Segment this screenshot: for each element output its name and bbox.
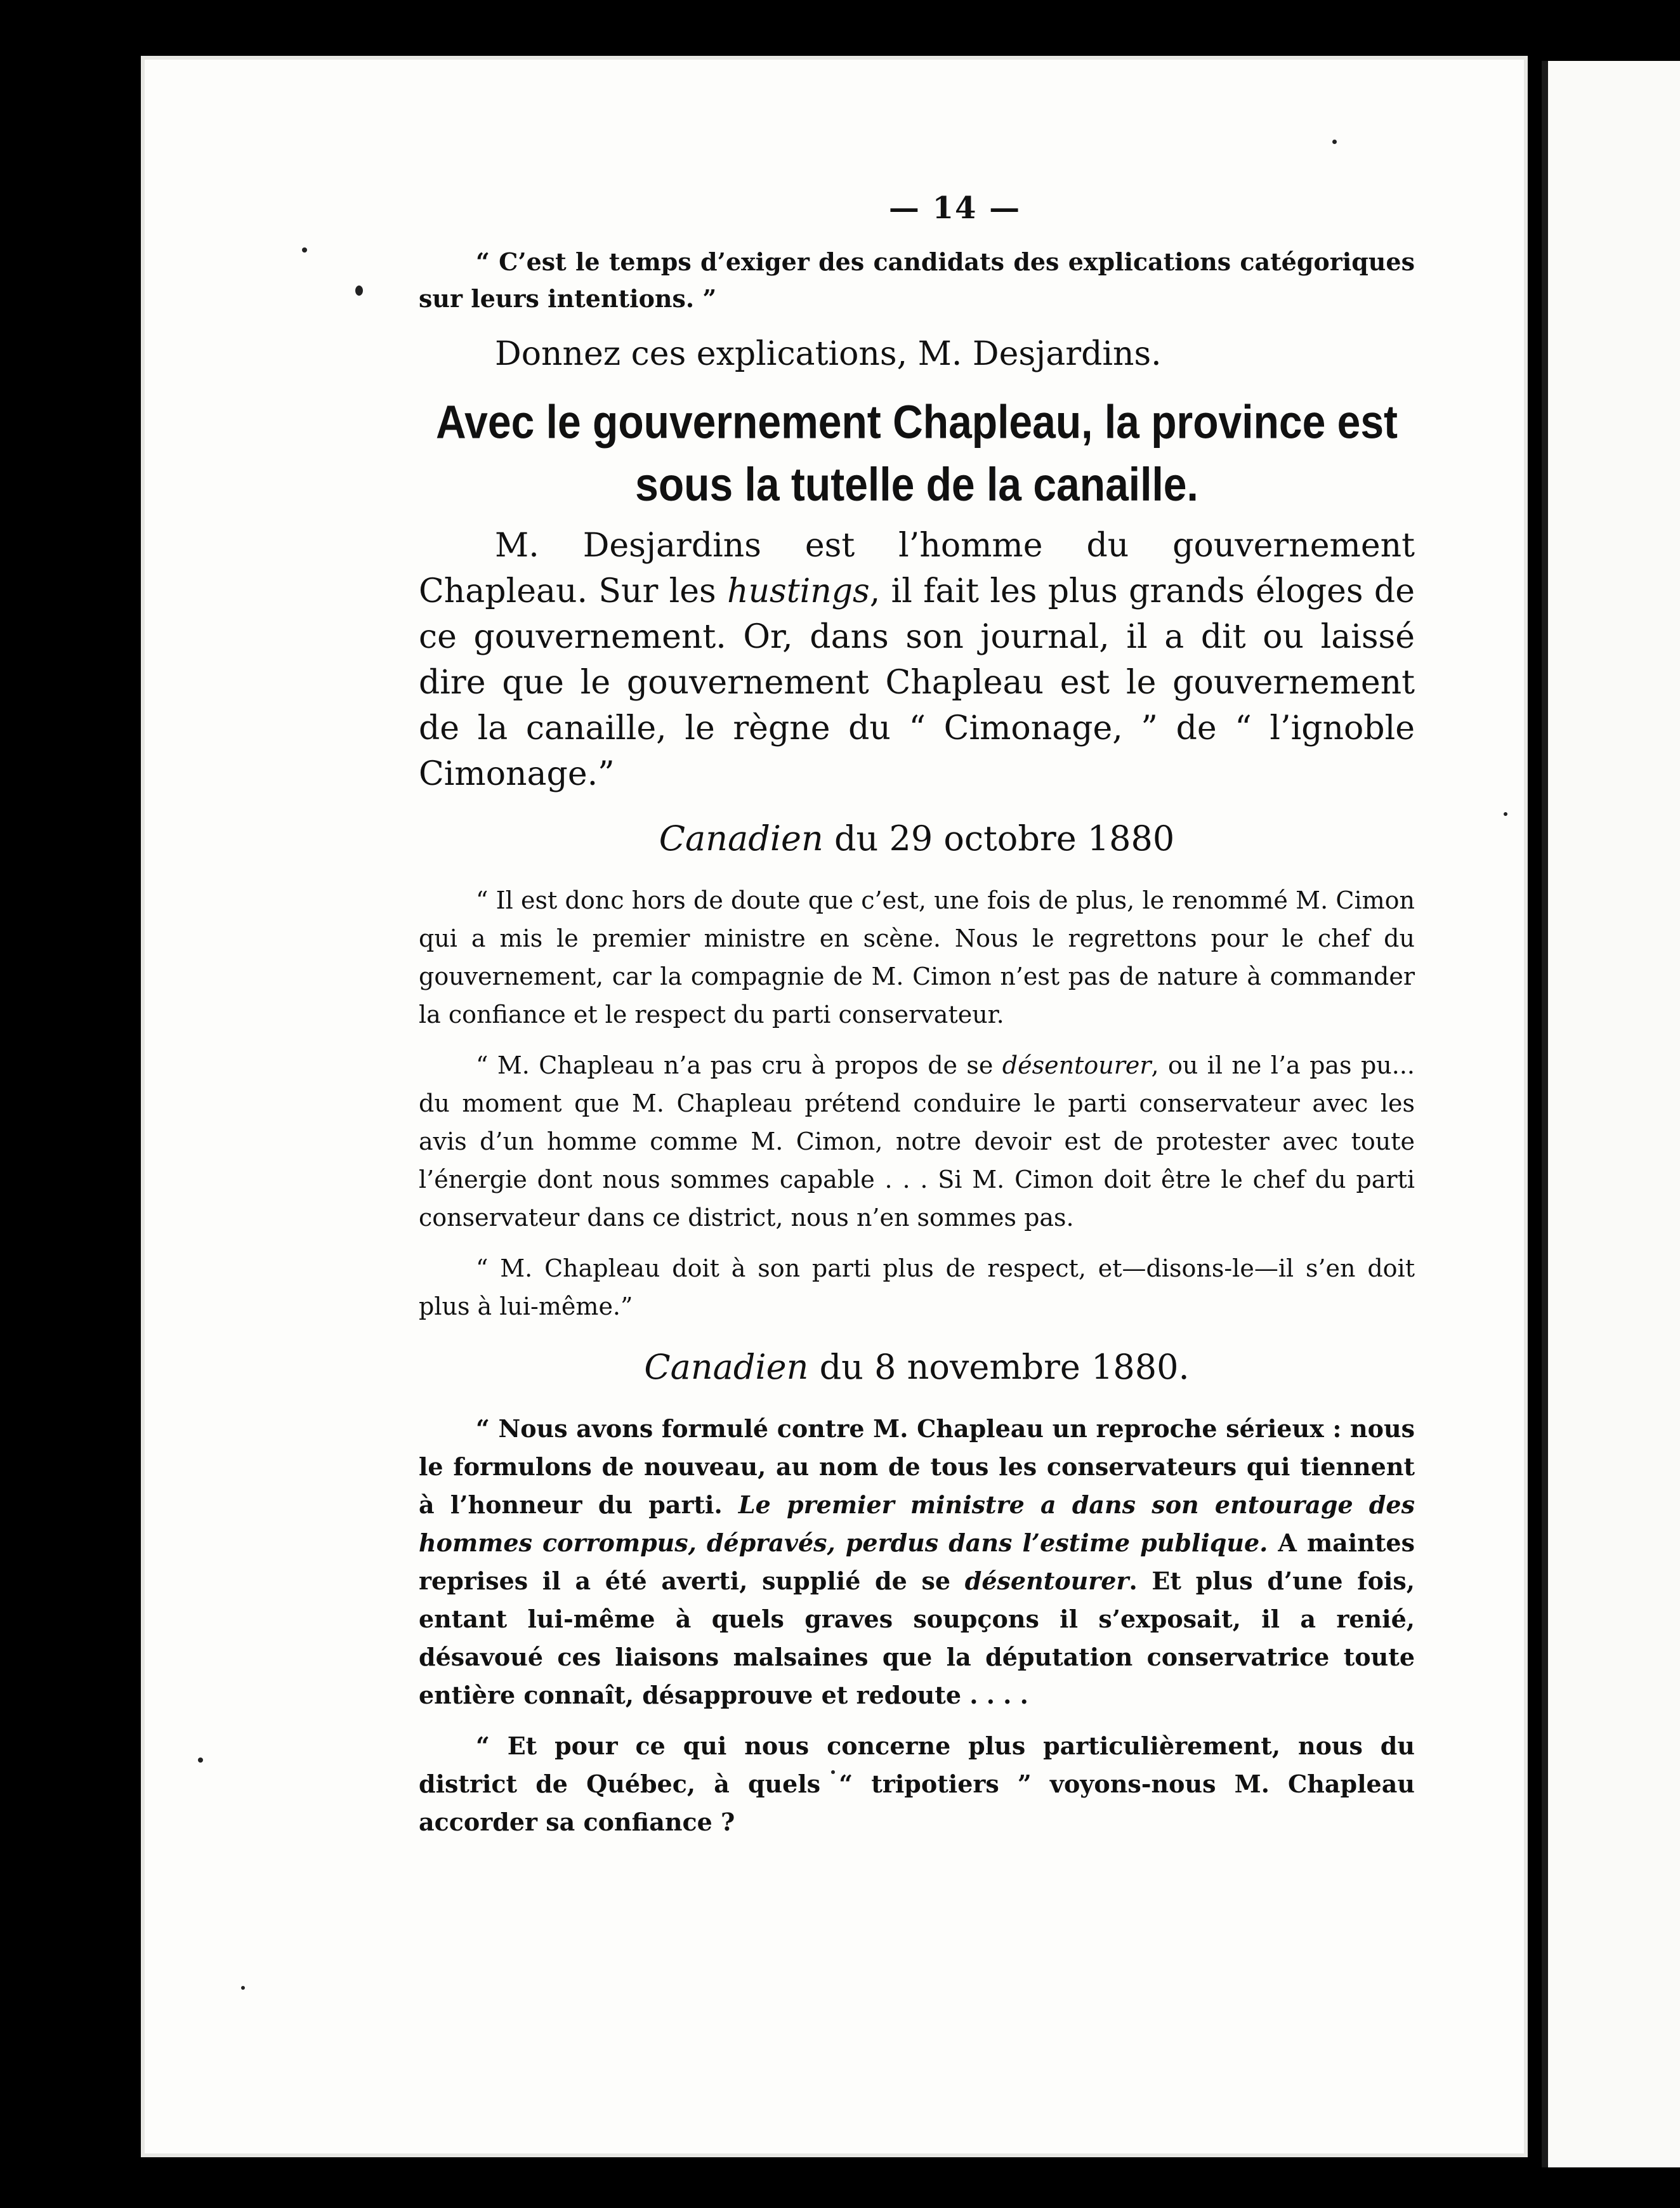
scan-speck xyxy=(1504,812,1507,816)
quote-text: A maintes reprises il a été averti, supplié de se xyxy=(419,1528,1415,1595)
newspaper-name: Canadien xyxy=(659,818,824,858)
facing-page-edge xyxy=(1542,61,1680,2167)
newspaper-name: Canadien xyxy=(644,1347,809,1387)
scan-speck xyxy=(355,286,363,296)
italic-quote: Le premier ministre a dans son entourage des hommes corrompus, dépravés, perdus dans l’estime publique. xyxy=(419,1490,1415,1557)
quoted-paragraph: “ Et pour ce qui nous concerne plus particulièrement, nous du district de Québec, à quels “ tripotiers ” voyons-nous M. Chapleau accorder sa confiance ? xyxy=(419,1732,1415,1836)
italic-term: désentourer xyxy=(1002,1051,1152,1079)
italic-term: hustings xyxy=(727,572,870,610)
scan-speck xyxy=(1332,140,1337,144)
scan-speck xyxy=(241,1986,245,1990)
section-headline: Avec le gouvernement Chapleau, la province est sous la tutelle de la canaille. xyxy=(435,395,1398,511)
scan-speck xyxy=(302,247,307,253)
opening-quote: “ C’est le temps d’exiger des candidats des explications catégoriques sur leurs intentions. ” xyxy=(419,247,1415,313)
quoted-paragraph: “ Il est donc hors de doute que c’est, une fois de plus, le renommé M. Cimon qui a mis le premier ministre en scène. Nous le regrettons pour le chef du gouvernement, car la compagnie de M. Cimon n’est pas de nature à commander la confiance et le respect du parti conservateur. xyxy=(419,886,1415,1028)
quote-text: “ Nous avons formulé contre M. Chapleau un reproche sérieux : nous le formulons de nouveau, au nom de tous les conservateurs qui tiennent à l’honneur du parti. xyxy=(419,1414,1415,1519)
source-date: du 8 novembre 1880. xyxy=(819,1347,1190,1387)
source-heading xyxy=(419,818,1415,858)
quote-text: “ M. Chapleau n’a pas cru à propos de se xyxy=(476,1051,1002,1079)
page-number: — 14 — xyxy=(888,190,1021,226)
body-paragraph xyxy=(419,523,1415,797)
scan-speck xyxy=(198,1758,203,1763)
source-date: du 29 octobre 1880 xyxy=(834,818,1175,858)
challenge-line: Donnez ces explications, M. Desjardins. xyxy=(495,335,1162,373)
quote-text: , ou il ne l’a pas pu... du moment que M. Chapleau prétend conduire le parti conservateur avec les avis d’un homme comme M. Cimon, notre devoir est de protester avec toute l’énergie dont nous sommes capable . . . Si M. Cimon doit être le chef du parti conservateur dans ce district, nous n’en sommes pas. xyxy=(419,1051,1415,1232)
italic-term: désentourer xyxy=(964,1567,1129,1595)
quoted-paragraph xyxy=(419,1046,1415,1237)
quote-text: . Et plus d’une fois, entant lui-même à quels graves soupçons il s’exposait, il a renié, désavoué ces liaisons malsaines que la députation conservatrice toute entière connaît, désapprouve et redoute . . . . xyxy=(419,1567,1415,1709)
paragraph-text: , il fait les plus grands éloges de ce gouvernement. Or, dans son journal, il a dit ou laissé dire que le gouvernement Chapleau est le gouvernement de la canaille, le règne du “ Cimonage, ” de “ l’ignoble Cimonage.” xyxy=(419,572,1415,793)
quoted-paragraph: “ M. Chapleau doit à son parti plus de respect, et—disons-le—il s’en doit plus à lui-même.” xyxy=(419,1254,1415,1320)
page-content xyxy=(419,190,1415,1854)
quoted-paragraph xyxy=(419,1410,1415,1714)
source-heading xyxy=(419,1347,1415,1387)
paragraph-text: M. Desjardins est l’homme du gouvernement Chapleau. Sur les xyxy=(419,527,1415,610)
